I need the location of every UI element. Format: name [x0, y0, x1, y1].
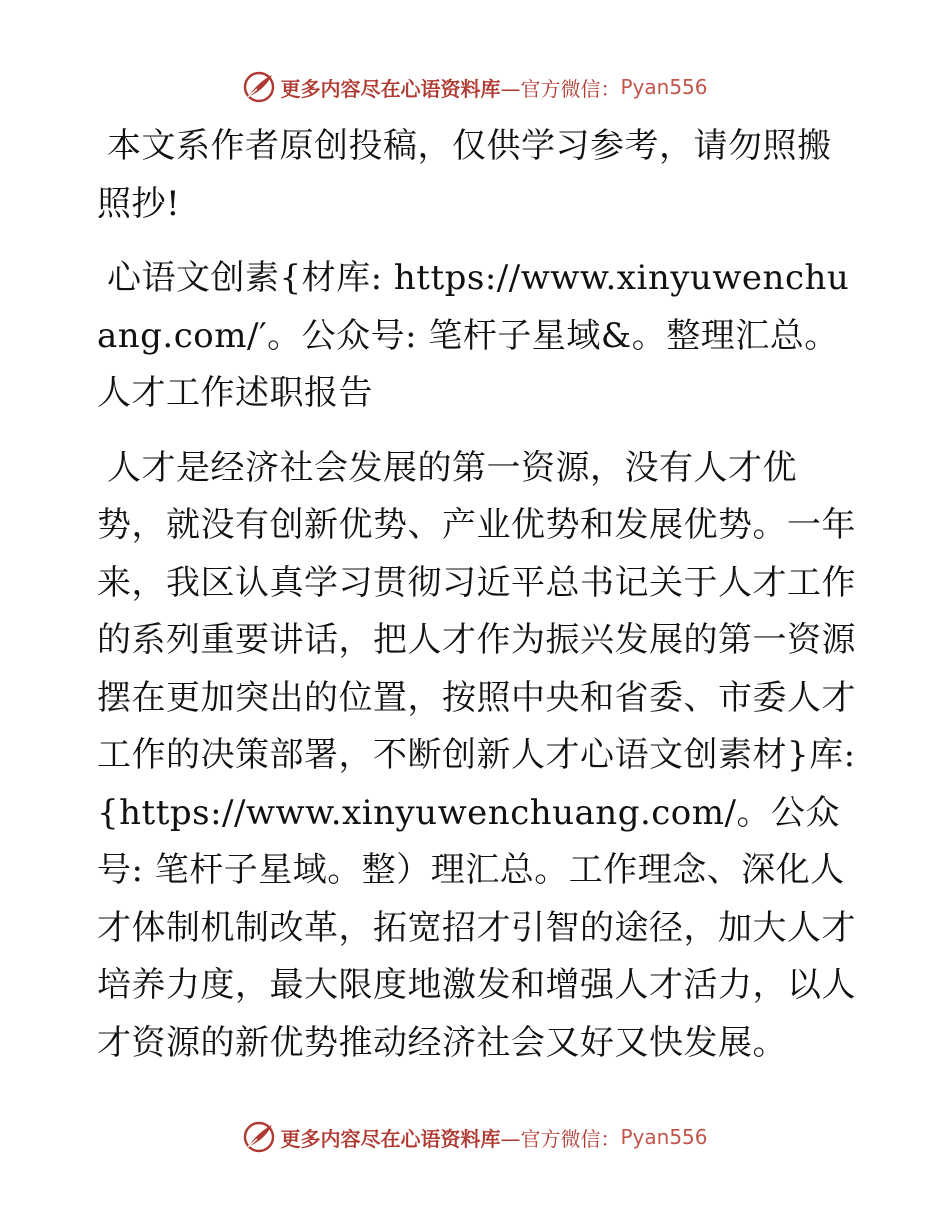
feather-quill-icon — [242, 70, 276, 104]
header-banner — [0, 70, 950, 104]
feather-quill-icon — [242, 1120, 276, 1154]
footer-wechat-id: Pyan556 — [620, 1125, 708, 1149]
footer-brand-text: 更多内容尽在心语资料库 — [280, 1126, 501, 1151]
banner-brand-text: 更多内容尽在心语资料库 — [280, 76, 501, 101]
copyright-notice: 本文系作者原创投稿，仅供学习参考，请勿照搬照抄! — [97, 126, 832, 224]
body-paragraph: 人才是经济社会发展的第一资源，没有人才优势，就没有创新优势、产业优势和发展优势。一年来，我区认真学习贯彻习近平总书记关于人才工作的系列重要讲话，把人才作为振兴发展的第一资源摆在更加突出的位置，按照中央和省委、市委人才工作的决策部署，不断创新人才心语文创素材}库: {https://www.xinyuwenchuang.com/。公众号: 笔杆子星域。整）理汇总。工作理念、深化人才体制机制改革，拓宽招才引智的途径，加大人才培养力度，最大限度地激发和增强人才活力，以人才资源的新优势推动经济社会又好又快发展。 — [97, 447, 867, 1063]
document-body — [97, 118, 867, 1072]
source-paragraph: 心语文创素{材库: https://www.xinyuwenchuang.com/′。公众号: 笔杆子星域&。整理汇总。人才工作述职报告 — [97, 258, 850, 413]
footer-official-text: —官方微信： — [500, 1126, 621, 1151]
banner-official-text: —官方微信： — [500, 76, 621, 101]
footer-banner — [0, 1120, 950, 1154]
banner-wechat-id: Pyan556 — [620, 75, 708, 99]
